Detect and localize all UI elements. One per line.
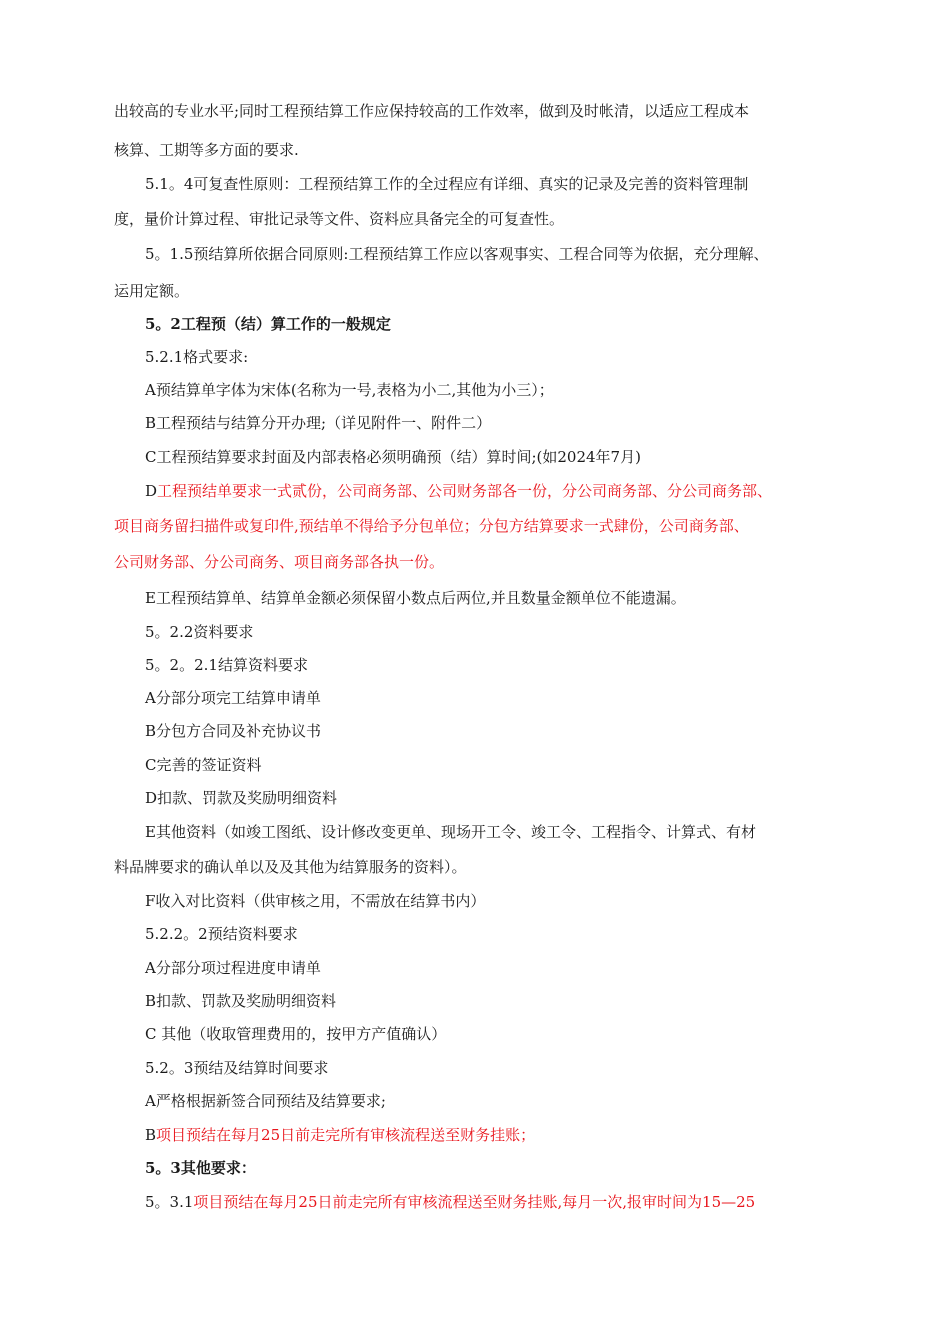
list-item: E其他资料（如竣工图纸、设计修改变更单、现场开工令、竣工令、工程指令、计算式、有材 [145, 823, 756, 841]
section-5-2-heading: 5。2工程预（结）算工作的一般规定 [145, 315, 391, 333]
paragraph-line: 料品牌要求的确认单以及及其他为结算服务的资料）。 [114, 858, 467, 876]
section-5-2-2-1-heading: 5。2。2.1结算资料要求 [145, 656, 308, 674]
section-5-1-4-line: 5.1。4可复查性原则：工程预结算工作的全过程应有详细、真实的记录及完善的资料管理制 [145, 175, 749, 193]
list-item: A严格根据新签合同预结及结算要求; [145, 1092, 386, 1110]
section-5-2-3-heading: 5.2。3预结及结算时间要求 [145, 1059, 329, 1077]
section-5-3-heading: 5。3其他要求： [145, 1159, 256, 1177]
paragraph-line: 核算、工期等多方面的要求. [114, 141, 299, 159]
list-item: B工程预结与结算分开办理;（详见附件一、附件二） [145, 414, 492, 432]
list-item: D扣款、罚款及奖励明细资料 [145, 789, 338, 807]
paragraph-line: 度，量价计算过程、审批记录等文件、资料应具备完全的可复查性。 [114, 210, 565, 228]
section-5-2-1-heading: 5.2.1格式要求: [145, 348, 249, 366]
highlighted-list-item [145, 1124, 850, 1146]
list-item: F收入对比资料（供审核之用，不需放在结算书内） [145, 892, 486, 910]
list-item: A分部分项过程进度申请单 [145, 959, 321, 977]
item-prefix: B [145, 1126, 157, 1144]
section-5-2-2-2-heading: 5.2.2。2预结资料要求 [145, 925, 298, 943]
highlighted-list-item [145, 480, 850, 502]
section-number: 5。3.1 [145, 1193, 194, 1211]
highlighted-text: 项目预结在每月25日前走完所有审核流程送至财务挂账,每月一次,报审时间为15—25 [193, 1193, 756, 1211]
paragraph-line: 出较高的专业水平;同时工程预结算工作应保持较高的工作效率，做到及时帐清，以适应工程成本 [114, 102, 750, 120]
highlighted-text: 项目预结在每月25日前走完所有审核流程送至财务挂账； [156, 1126, 536, 1144]
paragraph-line: 运用定额。 [114, 282, 190, 300]
list-item: E工程预结算单、结算单金额必须保留小数点后两位,并且数量金额单位不能遗漏。 [145, 589, 686, 607]
list-item: B分包方合同及补充协议书 [145, 722, 322, 740]
list-item: A预结算单字体为宋体(名称为一号,表格为小二,其他为小三）； [145, 381, 554, 399]
list-item: C完善的签证资料 [145, 756, 262, 774]
highlighted-line: 项目商务留扫描件或复印件,预结单不得给予分包单位；分包方结算要求一式肆份，公司商务部、 [114, 517, 749, 535]
list-item: B扣款、罚款及奖励明细资料 [145, 992, 337, 1010]
highlighted-line: 公司财务部、分公司商务、项目商务部各执一份。 [114, 553, 445, 571]
list-item: C 其他（收取管理费用的，按甲方产值确认） [145, 1025, 447, 1043]
highlighted-text: 工程预结单要求一式贰份，公司商务部、公司财务部各一份，分公司商务部、分公司商务部、 [157, 482, 773, 500]
section-5-1-5-line: 5。1.5预结算所依据合同原则:工程预结算工作应以客观事实、工程合同等为依据，充分理解、 [145, 245, 769, 263]
section-5-2-2-heading: 5。2.2资料要求 [145, 623, 254, 641]
list-item: A分部分项完工结算申请单 [145, 689, 321, 707]
item-prefix: D [145, 482, 158, 500]
list-item: C工程预结算要求封面及内部表格必须明确预（结）算时间;(如2024年7月) [145, 448, 641, 466]
highlighted-list-item [145, 1191, 850, 1213]
